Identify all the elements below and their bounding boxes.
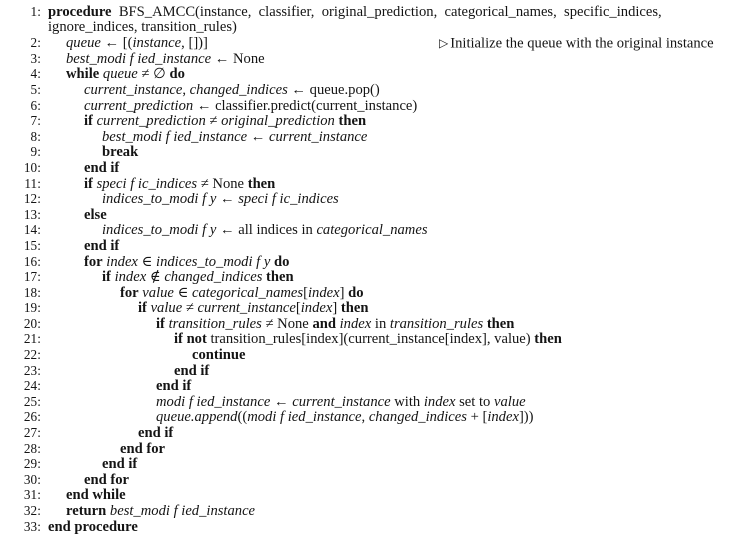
line-number: 4: — [30, 66, 41, 82]
line-code: current_prediction ← classifier.predict(current_instance) — [84, 97, 418, 114]
algorithm-line-continuation — [0, 20, 748, 36]
line-number: 9: — [30, 144, 41, 160]
keyword-end-if: end if — [84, 159, 120, 176]
algorithm-line — [0, 300, 748, 316]
line-code: procedure BFS_AMCC(instance, classifier, original_prediction, categorical_names, specific_indices, — [48, 4, 662, 20]
line-number: 13: — [23, 206, 41, 222]
algorithm-line — [0, 503, 748, 519]
line-code: if current_prediction ≠ original_prediction then — [84, 113, 367, 130]
algorithm-line — [0, 144, 748, 160]
comment-triangle-icon: ▷ — [439, 36, 449, 51]
algorithm-line — [0, 160, 748, 176]
line-code: queue ← [(instance, [])] ▷ Initialize the queue with the original instance — [66, 35, 714, 52]
keyword-end-if: end if — [138, 425, 174, 442]
line-code: if not transition_rules[index](current_instance[index], value) then — [174, 331, 562, 348]
algorithm-line — [0, 66, 748, 82]
keyword-end-while: end while — [66, 487, 126, 504]
algorithm-line — [0, 409, 748, 425]
algorithm-line — [0, 35, 748, 51]
algorithm-line — [0, 519, 748, 535]
line-code: if index ∉ changed_indices then — [102, 269, 294, 286]
line-code — [41, 379, 748, 395]
keyword-end-procedure: end procedure — [48, 518, 138, 535]
line-number: 18: — [23, 284, 41, 300]
line-number: 32: — [23, 503, 41, 518]
line-code — [41, 426, 748, 442]
keyword-break: break — [102, 144, 139, 161]
keyword-end-if: end if — [174, 362, 210, 379]
keyword-end-if: end if — [156, 378, 192, 395]
line-code: indices_to_modi f y ← speci f ic_indices — [102, 191, 339, 208]
line-code — [41, 161, 748, 177]
line-number: 26: — [23, 409, 41, 425]
line-code: for index ∈ indices_to_modi f y do — [84, 253, 290, 270]
line-number: 30: — [23, 471, 41, 487]
line-number: 20: — [23, 315, 41, 331]
line-code — [41, 442, 748, 458]
algorithm-line — [0, 129, 748, 145]
keyword-else: else — [84, 206, 107, 223]
line-number: 21: — [23, 331, 41, 347]
line-number: 2: — [30, 35, 41, 51]
line-number: 33: — [23, 518, 41, 534]
line-number: 16: — [23, 253, 41, 269]
algorithm-line — [0, 238, 748, 254]
keyword-end-if: end if — [84, 237, 120, 254]
algorithm-line — [0, 456, 748, 472]
algorithm-line — [0, 254, 748, 270]
line-code — [41, 457, 748, 473]
line-code — [41, 239, 748, 255]
line-code: queue.append((modi f ied_instance, changed_indices + [index])) — [156, 409, 534, 426]
keyword-end-for: end for — [120, 440, 165, 457]
algorithm-line — [0, 441, 748, 457]
line-number: 14: — [23, 222, 41, 238]
algorithm-line — [0, 378, 748, 394]
line-number: 19: — [23, 300, 41, 316]
line-number: 29: — [23, 456, 41, 472]
line-code — [41, 208, 748, 224]
line-code — [41, 520, 748, 536]
line-code: indices_to_modi f y ← all indices in categorical_names — [102, 222, 428, 239]
algorithm-line — [0, 113, 748, 129]
algorithm-line — [0, 4, 748, 20]
line-code — [41, 488, 748, 504]
algorithm-line — [0, 316, 748, 332]
keyword-end-if: end if — [102, 456, 138, 473]
algorithm-line — [0, 347, 748, 363]
line-number: 6: — [30, 97, 41, 113]
algorithm-line — [0, 363, 748, 379]
line-number: 5: — [30, 81, 41, 97]
line-number: 10: — [23, 159, 41, 175]
line-code: while queue ≠ ∅ do — [66, 66, 185, 83]
algorithm-line — [0, 487, 748, 503]
line-number: 28: — [23, 440, 41, 456]
algorithm-line — [0, 472, 748, 488]
line-number: 7: — [30, 113, 41, 129]
line-code: ignore_indices, transition_rules) — [48, 18, 237, 35]
line-code: return best_modi f ied_instance — [66, 503, 256, 519]
algorithm-line — [0, 82, 748, 98]
algorithm-line — [0, 207, 748, 223]
line-number: 3: — [30, 50, 41, 66]
line-number: 24: — [23, 378, 41, 394]
line-code: if value ≠ current_instance[index] then — [138, 300, 369, 317]
line-number: 23: — [23, 362, 41, 378]
keyword-continue: continue — [192, 347, 246, 364]
algorithm-line — [0, 51, 748, 67]
line-number: 31: — [23, 487, 41, 503]
line-code: best_modi f ied_instance ← None — [66, 50, 265, 67]
algorithm-line — [0, 222, 748, 238]
line-code: for value ∈ categorical_names[index] do — [120, 284, 364, 301]
line-code — [41, 348, 748, 364]
line-number: 8: — [30, 128, 41, 144]
line-number: 12: — [23, 191, 41, 207]
line-code: if speci f ic_indices ≠ None then — [84, 175, 276, 192]
algorithm-line — [0, 269, 748, 285]
line-code — [41, 364, 748, 380]
line-code: best_modi f ied_instance ← current_instance — [102, 128, 368, 145]
algorithm-line — [0, 285, 748, 301]
line-number: 17: — [23, 269, 41, 285]
comment-text: Initialize the queue with the original instance — [450, 35, 714, 52]
line-number: 27: — [23, 425, 41, 441]
line-code — [41, 145, 748, 161]
line-comment — [439, 36, 714, 52]
algorithm-line — [0, 191, 748, 207]
algorithm-line — [0, 394, 748, 410]
line-number: 22: — [23, 347, 41, 363]
algorithm-line — [0, 331, 748, 347]
line-code — [41, 473, 748, 489]
line-code: if transition_rules ≠ None and index in transition_rules then — [156, 315, 515, 332]
line-number: 15: — [23, 237, 41, 253]
line-number: 1: — [30, 4, 41, 19]
algorithm-line — [0, 176, 748, 192]
algorithm-line — [0, 425, 748, 441]
line-number: 11: — [24, 175, 41, 191]
keyword-end-for: end for — [84, 471, 129, 488]
line-number: 25: — [23, 393, 41, 409]
line-code: modi f ied_instance ← current_instance with index set to value — [156, 393, 526, 410]
algorithm-line — [0, 98, 748, 114]
line-code: current_instance, changed_indices ← queue.pop() — [84, 81, 380, 98]
